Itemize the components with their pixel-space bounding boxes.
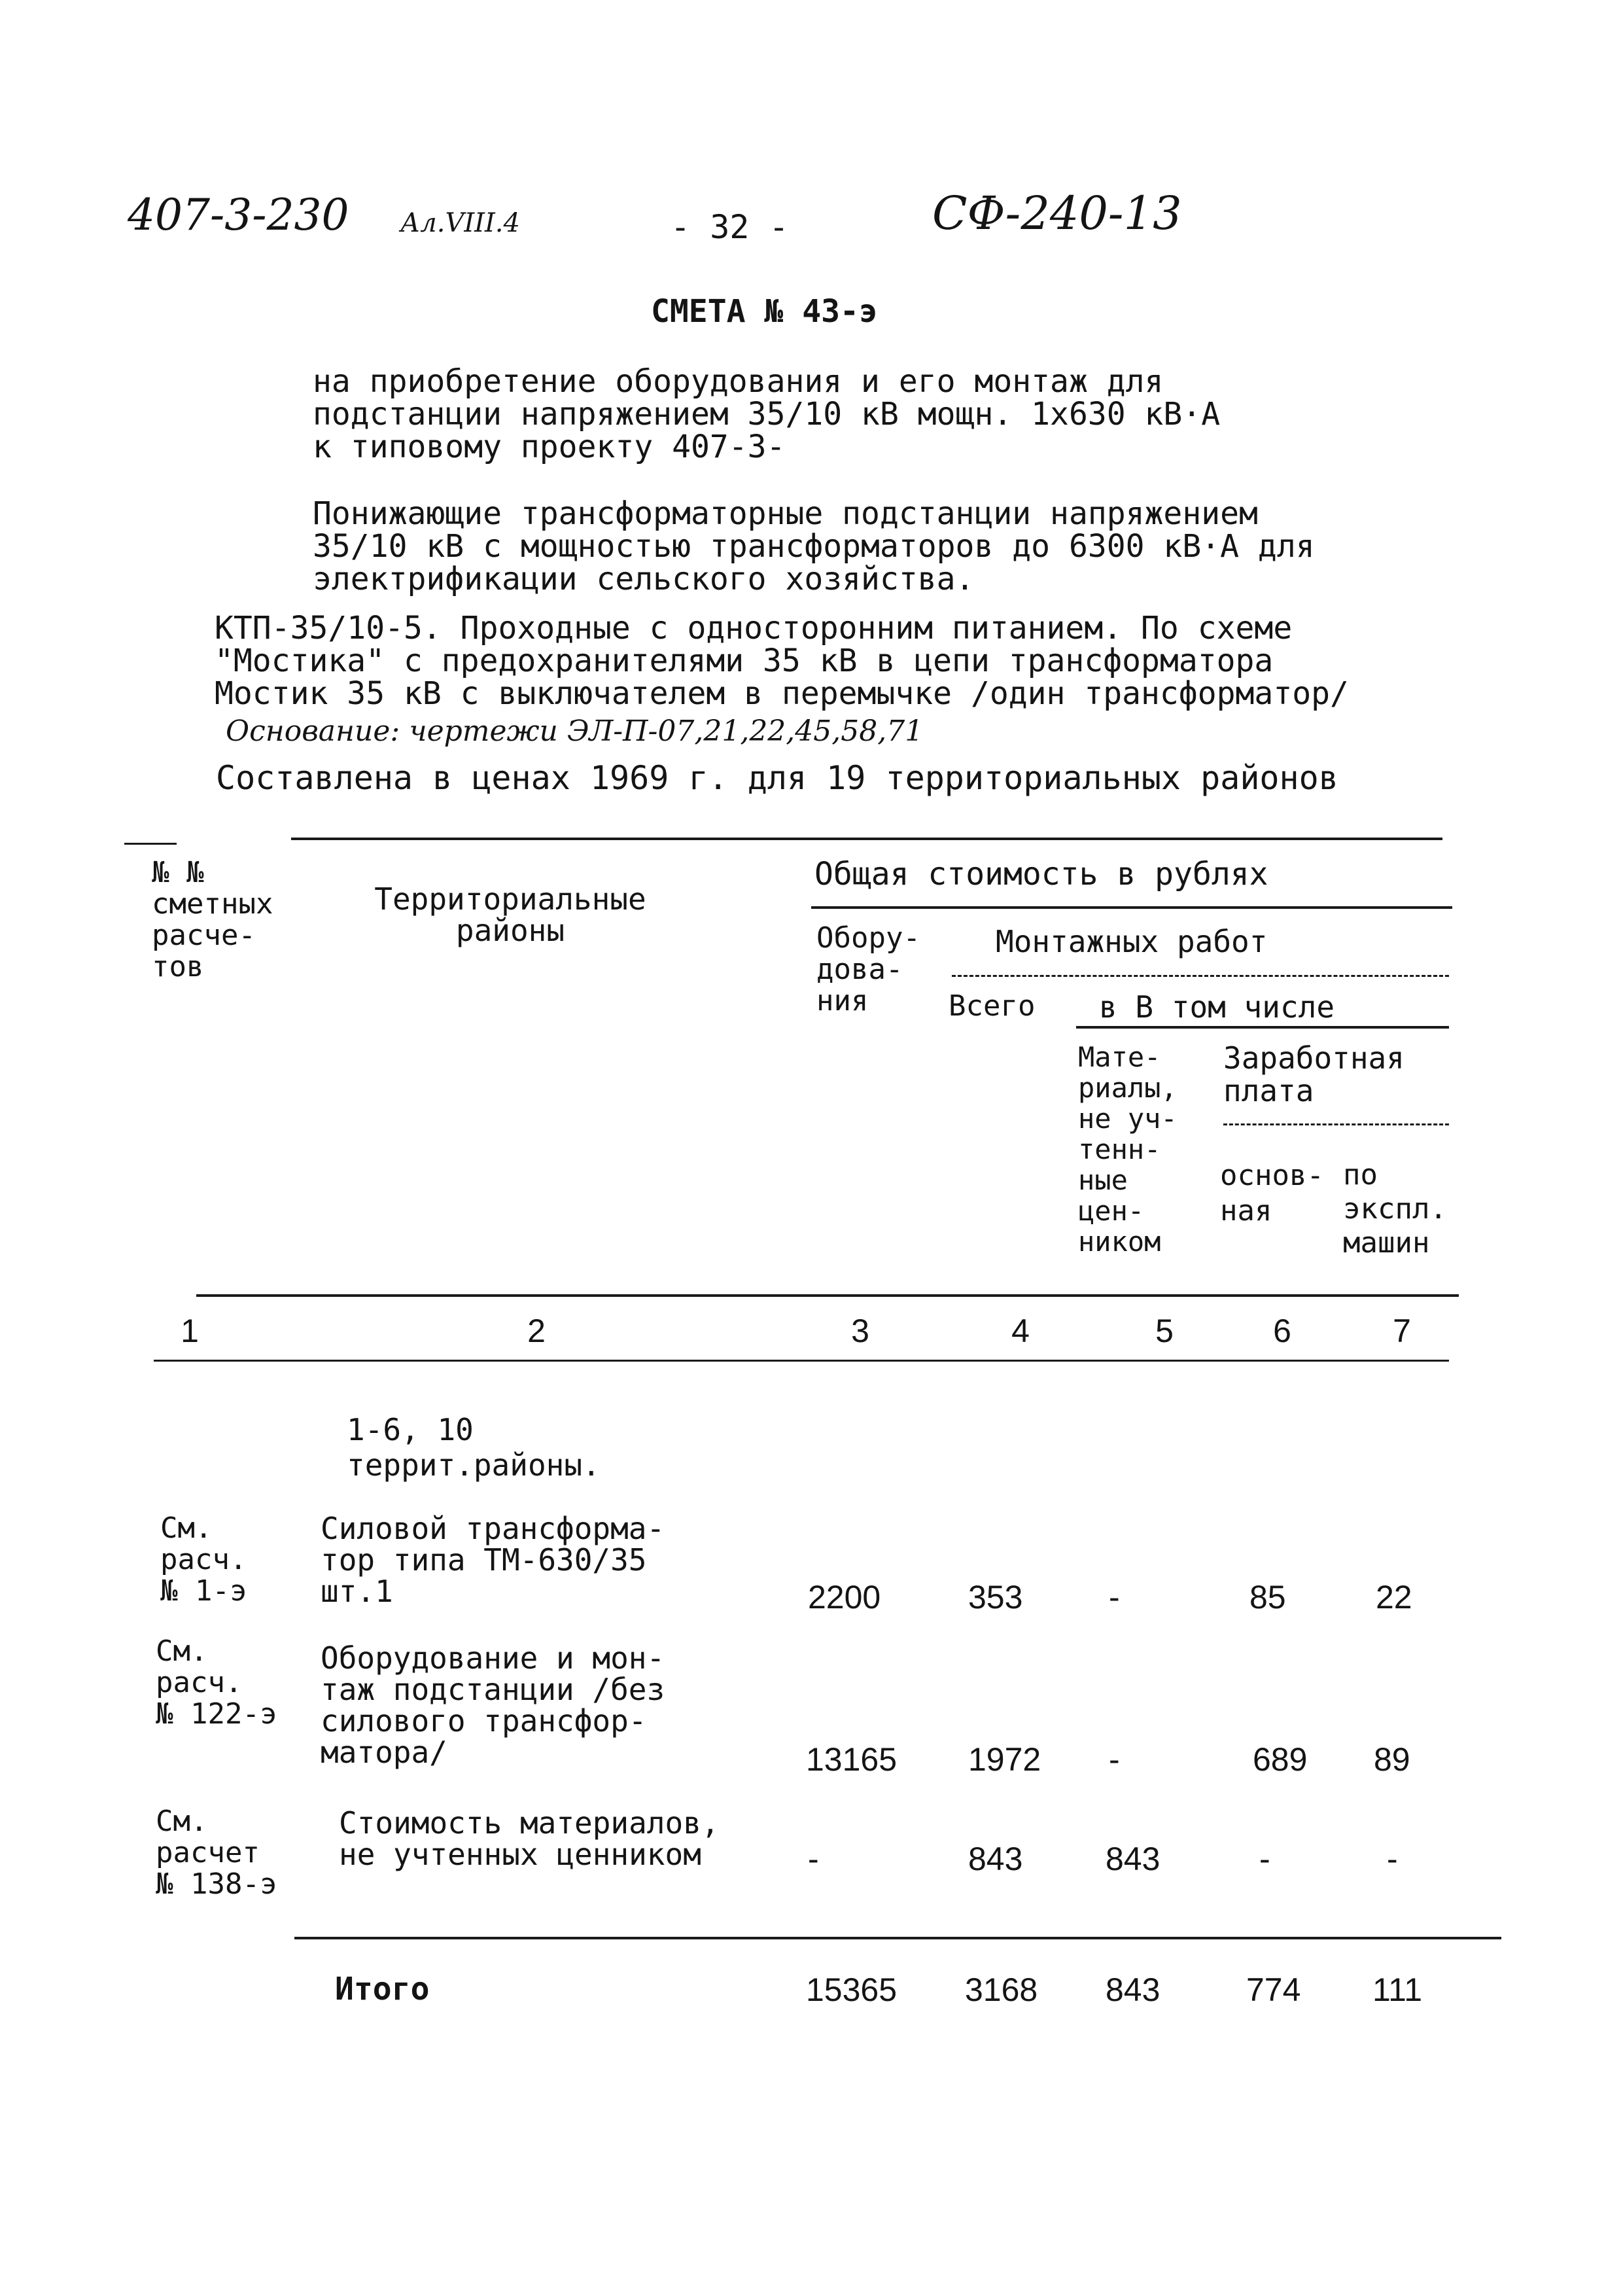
column-number: 4: [1011, 1313, 1030, 1349]
header-total: Всего: [949, 989, 1036, 1023]
row-name: Стоимость материалов, не учтенных ценником: [339, 1805, 720, 1872]
substation-scheme: КТП-35/10-5. Проходные с односторонним питанием. По схеме "Мостика" с предохранителями 35 кВ в цепи трансформатора Мостик 35 кВ с выключателем в перемычке /один трансформатор/: [215, 610, 1349, 712]
row-basic: -: [1259, 1841, 1270, 1877]
row-machines: -: [1387, 1841, 1398, 1877]
estimate-subject: на приобретение оборудования и его монтаж для подстанции напряжением 35/10 кВ мощн. 1х630 кВ·А к типовому проекту 407-3-: [313, 363, 1221, 465]
row-ref: См. расч. № 122-э: [156, 1634, 277, 1731]
header-wages: Заработная плата: [1223, 1040, 1405, 1108]
totals-label: Итого: [335, 1971, 430, 2007]
column-number: 2: [527, 1313, 546, 1349]
including-rule: [1076, 1026, 1449, 1029]
row-name: Силовой трансформа- тор типа ТМ-630/35 шт.1: [321, 1511, 665, 1609]
row-materials: -: [1109, 1741, 1120, 1778]
row-equipment: 13165: [806, 1741, 898, 1778]
album-number: Ал.VIII.4: [400, 208, 520, 238]
row-basic: 689: [1253, 1741, 1308, 1778]
basis-note: Основание: чертежи ЭЛ-П-07,21,22,45,58,71: [226, 715, 924, 748]
row-basic: 85: [1249, 1579, 1286, 1616]
totals-rule: [294, 1937, 1501, 1939]
header-machines: по экспл. машин: [1343, 1158, 1447, 1260]
totals-total: 3168: [965, 1971, 1038, 2008]
column-number: 3: [851, 1313, 869, 1349]
row-materials: -: [1109, 1579, 1120, 1616]
header-districts: Территориальные районы: [374, 881, 646, 948]
row-total: 843: [968, 1841, 1023, 1877]
row-materials: 843: [1106, 1841, 1161, 1877]
totals-machines: 111: [1372, 1971, 1423, 2008]
column-numbers-rule: [154, 1360, 1449, 1362]
group-title: 1-6, 10 террит.районы.: [347, 1412, 601, 1483]
column-number: 6: [1273, 1313, 1291, 1349]
row-name: Оборудование и мон- таж подстанции /без силового трансфор- матора/: [321, 1640, 665, 1770]
project-description: Понижающие трансформаторные подстанции напряжением 35/10 кВ с мощностью трансформаторов до 6300 кВ·А для электрификации сельского хозяйства.: [313, 495, 1315, 597]
header-calc-numbers: № № сметных расче- тов: [152, 856, 273, 983]
row-total: 353: [968, 1579, 1023, 1616]
column-number: 1: [181, 1313, 199, 1349]
table-top-rule: [291, 838, 1442, 840]
column-number: 5: [1155, 1313, 1174, 1349]
header-including: в В том числе: [1099, 989, 1335, 1025]
row-ref: См. расч. № 1-э: [160, 1511, 247, 1608]
project-code: 407-3-230: [128, 190, 349, 240]
wages-rule: [1223, 1123, 1449, 1125]
header-installation: Монтажных работ: [996, 924, 1268, 959]
prices-note: Составлена в ценах 1969 г. для 19 территориальных районов: [216, 759, 1338, 797]
column-number: 7: [1393, 1313, 1411, 1349]
installation-rule: [952, 975, 1449, 977]
row-machines: 89: [1374, 1741, 1410, 1778]
totals-materials: 843: [1106, 1971, 1161, 2008]
header-basic: основ- ная: [1220, 1159, 1324, 1227]
estimate-title: СМЕТА № 43-э: [651, 293, 878, 330]
table-top-rule-left: [124, 843, 177, 845]
header-materials: Мате- риалы, не уч- тенн- ные цен- ником: [1078, 1041, 1178, 1258]
header-bottom-rule: [196, 1294, 1459, 1297]
totals-equipment: 15365: [806, 1971, 898, 2008]
total-cost-rule: [811, 906, 1452, 909]
row-ref: См. расчет № 138-э: [156, 1805, 277, 1901]
header-total-cost: Общая стоимость в рублях: [814, 856, 1268, 892]
sheet-stamp: СФ-240-13: [932, 186, 1182, 240]
row-equipment: 2200: [808, 1579, 881, 1616]
totals-basic: 774: [1246, 1971, 1301, 2008]
row-total: 1972: [968, 1741, 1041, 1778]
page-number: - 32 -: [671, 208, 789, 246]
header-equipment: Обору- дова- ния: [816, 921, 920, 1017]
row-equipment: -: [808, 1841, 819, 1877]
row-machines: 22: [1376, 1579, 1412, 1616]
